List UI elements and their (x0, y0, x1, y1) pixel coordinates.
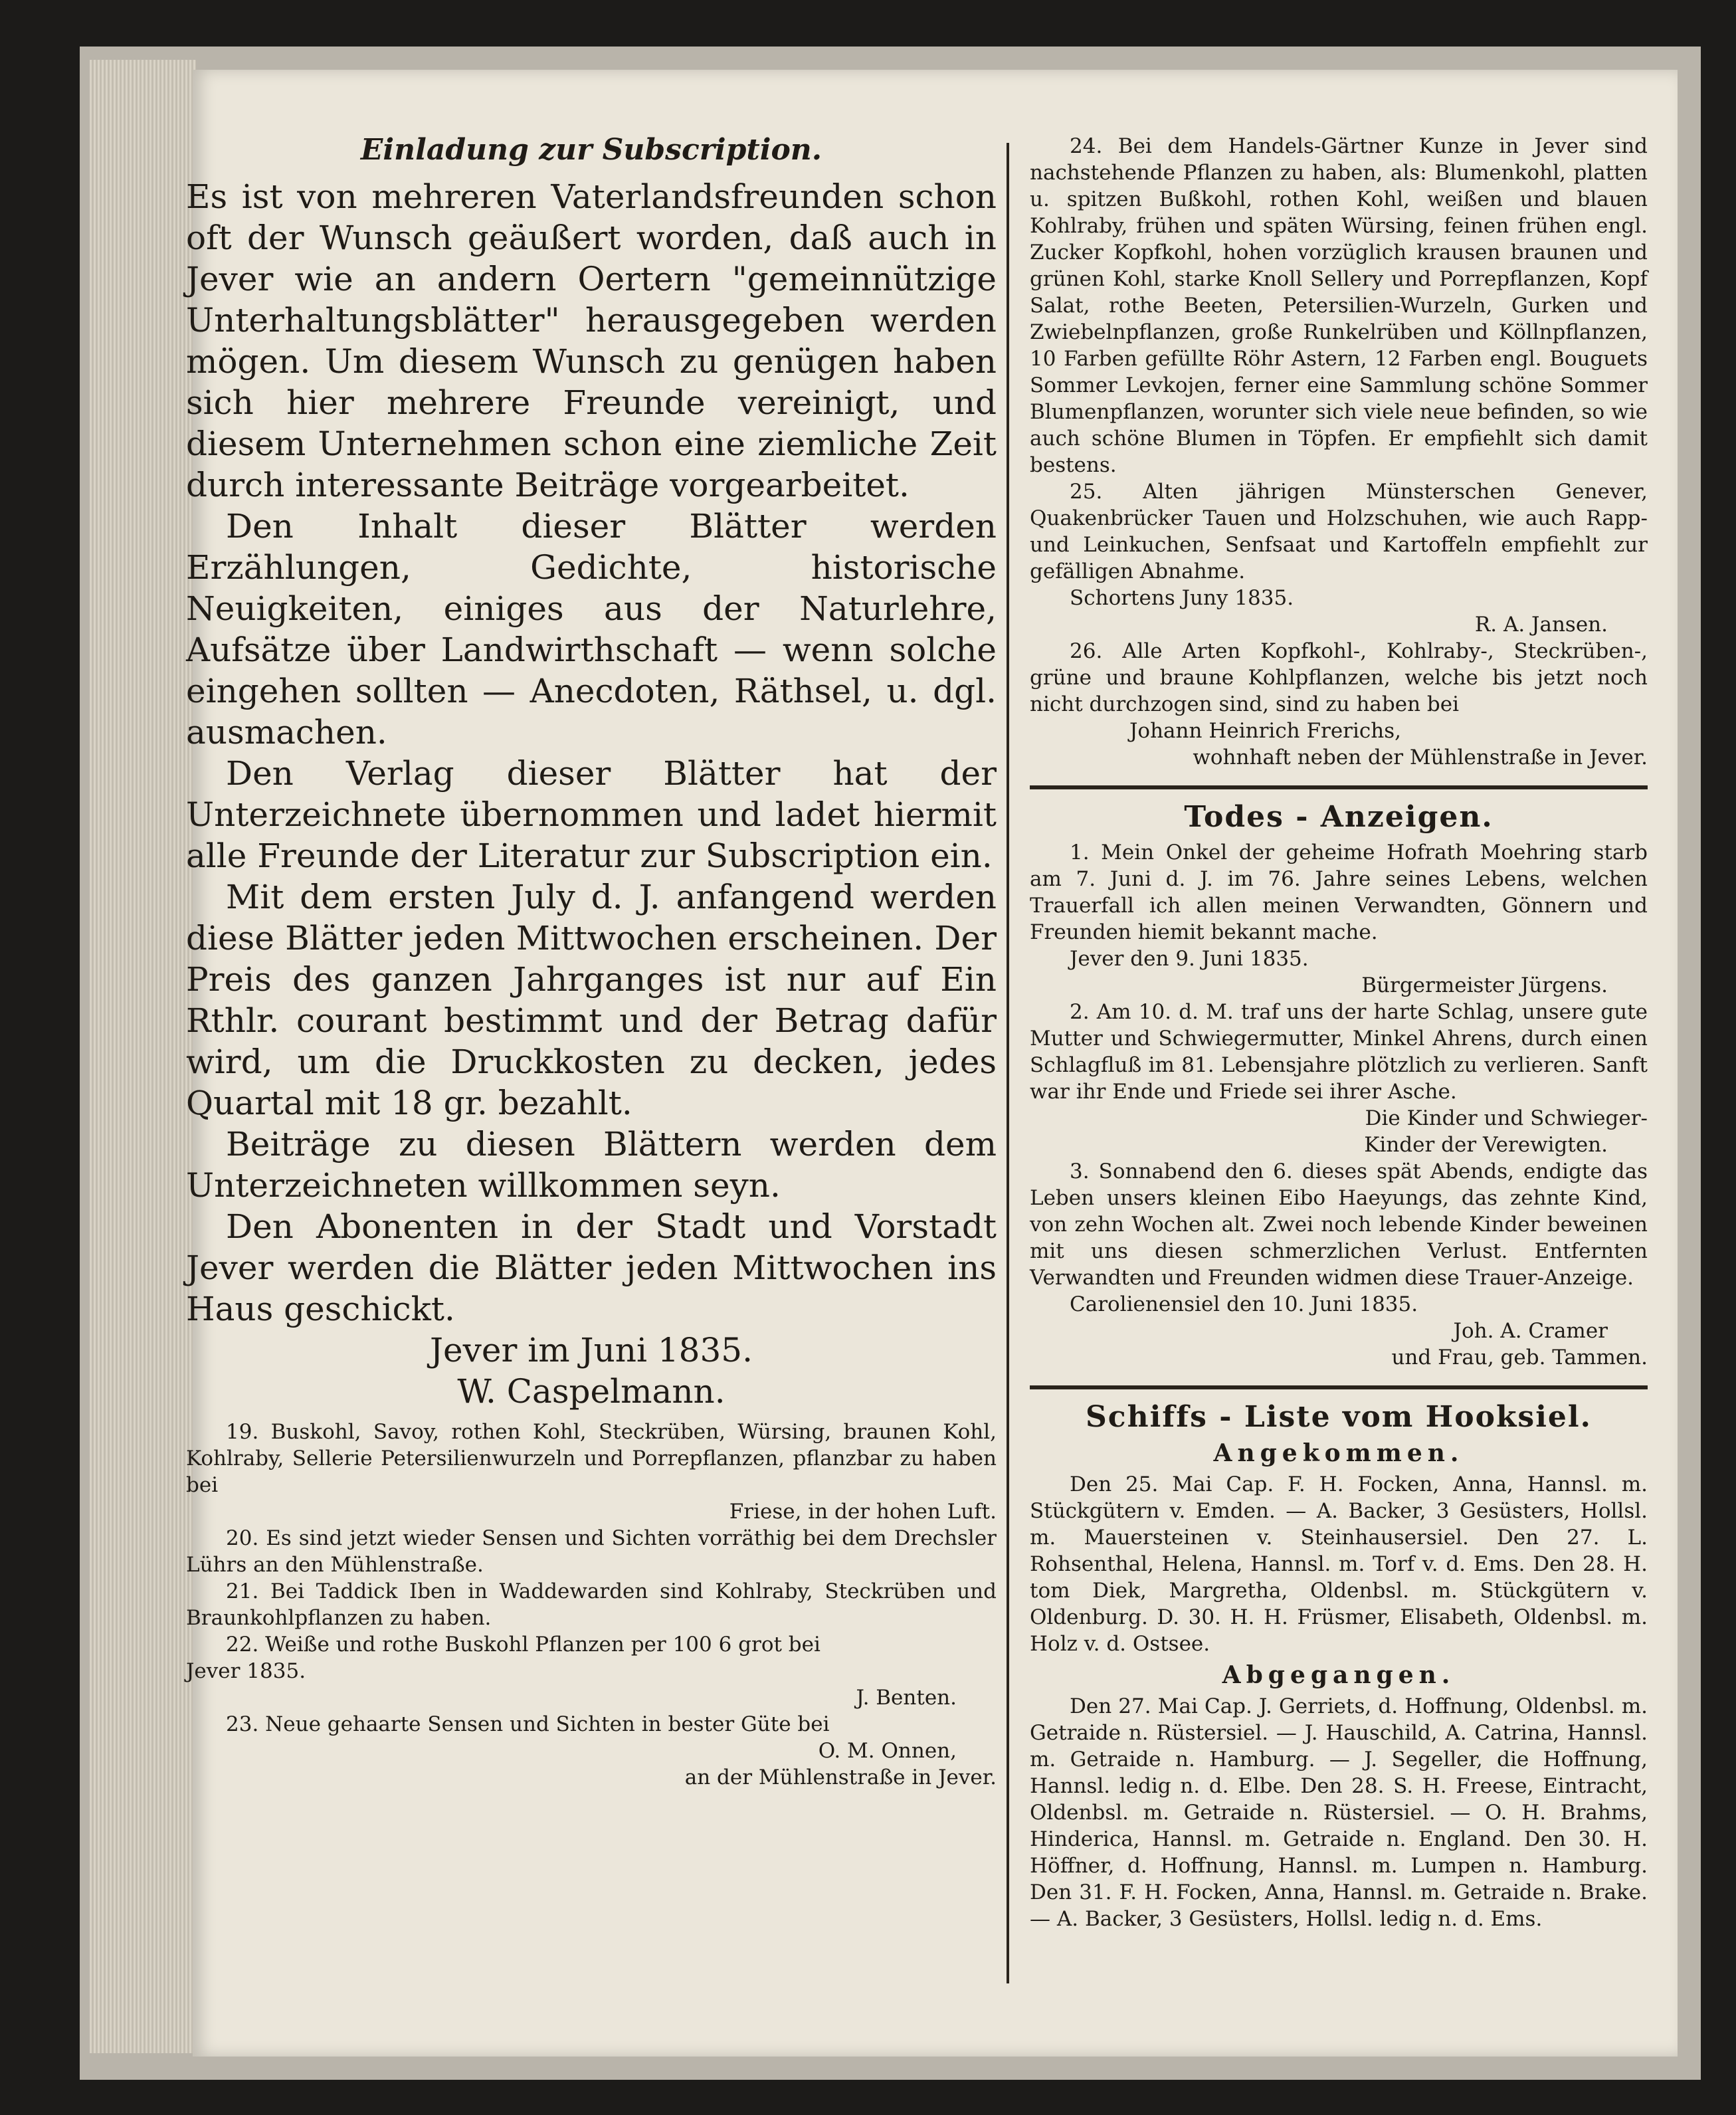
column-divider (1007, 143, 1009, 1983)
ad-24: 24. Bei dem Handels-Gärtner Kunze in Jever sind nachstehende Pflanzen zu haben, als: Blumenkohl, platten u. spitzen Bußkohl, rothen Kohl, weißen und blauen Kohlraby, frühen und späten Würsing, feinen frühen engl. Zucker Kopfkohl, hohen vorzüglich krausen braunen und grünen Kohl, starke Knoll Sellery und Porrepflanzen, Kopf Salat, rothe Beeten, Petersilien-Wurzeln, Gurken und Zwiebelnpflanzen, große Runkelrüben und Köllnpflanzen, 10 Farben gefüllte Röhr Astern, 12 Farben engl. Bouguets Sommer Levkojen, ferner eine Sammlung schöne Sommer Blumenpflanzen, worunter sich viele neue befinden, so wie auch schöne Blumen in Töpfen. Er empfiehlt sich damit bestens. (1030, 134, 1648, 477)
subscription-header: Einladung zur Subscription. (360, 133, 822, 167)
section-rule (1030, 1385, 1648, 1389)
ad-22-signature: J. Benten. (856, 1686, 957, 1710)
death-notice-3-date: Carolienensiel den 10. Juni 1835. (1070, 1292, 1418, 1316)
ad-25-date: Schortens Juny 1835. (1070, 586, 1294, 610)
death-notice-2-signature: Die Kinder und Schwieger- (1365, 1106, 1648, 1130)
ad-25: 25. Alten jährigen Münsterschen Genever, Quakenbrücker Tauen und Holzschuhen, wie auch Rapp- und Leinkuchen, Senfsaat und Kartoffeln empfiehlt zur gefälligen Abnahme. (1030, 480, 1648, 583)
ad-26-address: wohnhaft neben der Mühlenstraße in Jever. (1193, 746, 1648, 769)
death-notice-3-signature: Joh. A. Cramer (1453, 1319, 1608, 1343)
ad-20: 20. Es sind jetzt wieder Sensen und Sichten vorräthig bei dem Drechsler Lührs an den Mühlenstraße. (186, 1526, 997, 1577)
ad-23-signature: O. M. Onnen, (818, 1739, 957, 1763)
death-notice-2: 2. Am 10. d. M. traf uns der harte Schlag, unsere gute Mutter und Schwiegermutter, Minkel Ahrens, durch einen Schlagfluß im 81. Lebensjahre plötzlich zu verlieren. Sanft war ihr Ende und Friede sei ihrer Asche. (1030, 1000, 1648, 1104)
subscription-paragraph: Den Verlag dieser Blätter hat der Unterzeichnete übernommen und ladet hiermit alle Freunde der Literatur zur Subscription ein. (186, 754, 997, 875)
subscription-paragraph: Den Abonenten in der Stadt und Vorstadt Jever werden die Blätter jeden Mittwochen ins Haus geschickt. (186, 1207, 997, 1328)
arrived-list (1030, 1471, 1648, 1657)
departed-heading: Abgegangen. (1222, 1661, 1456, 1689)
subscription-paragraph: Es ist von mehreren Vaterlandsfreunden schon oft der Wunsch geäußert worden, daß auch in Jever wie an andern Oertern "gemeinnützige Unterhaltungsblätter" herausgegeben werden mögen. Um diesem Wunsch zu genügen haben sich hier mehrere Freunde vereinigt, und diesem Unternehmen schon eine ziemliche Zeit durch interessante Beiträge vorgearbeitet. (186, 177, 997, 504)
ad-22-date: Jever 1835. (186, 1659, 306, 1683)
ad-26: 26. Alle Arten Kopfkohl-, Kohlraby-, Steckrüben-, grüne und braune Kohlpflanzen, welche bis jetzt noch nicht durchzogen sind, sind zu haben bei (1030, 639, 1648, 716)
death-notices-title: Todes - Anzeigen. (1184, 800, 1494, 834)
place-date: Jever im Juni 1835. (429, 1331, 753, 1369)
death-notice-2-signature-2: Kinder der Verewigten. (1364, 1133, 1608, 1157)
ship-list-title: Schiffs - Liste vom Hooksiel. (1086, 1400, 1592, 1434)
ad-23: 23. Neue gehaarte Sensen und Sichten in bester Güte bei (226, 1712, 830, 1736)
right-ads (1030, 133, 1648, 771)
death-notice-1-date: Jever den 9. Juni 1835. (1070, 947, 1309, 971)
arrived-text: Den 25. Mai Cap. F. H. Focken, Anna, Hannsl. m. Stückgütern v. Emden. — A. Backer, 3 Gesüsters, Hollsl. m. Mauersteinen v. Steinhausersiel. Den 27. L. Rohsenthal, Helena, Hannsl. m. Torf v. d. Ems. Den 28. H. tom Diek, Margretha, Oldenbsl. m. Stückgütern v. Oldenburg. D. 30. H. H. Früsmer, Elisabeth, Oldenbsl. m. Holz v. d. Ostsee. (1030, 1472, 1648, 1656)
section-rule (1030, 785, 1648, 789)
ad-19-signature: Friese, in der hohen Luft. (729, 1500, 997, 1524)
right-column (1030, 133, 1648, 1932)
subscription-paragraph: Mit dem ersten July d. J. anfangend werden diese Blätter jeden Mittwochen erscheinen. Der Preis des ganzen Jahrganges ist nur auf Ein Rthlr. courant bestimmt und der Betrag dafür wird, um die Druckkosten zu decken, jedes Quartal mit 18 gr. bezahlt. (186, 878, 997, 1122)
subscription-paragraph: Beiträge zu diesen Blättern werden dem Unterzeichneten willkommen seyn. (186, 1125, 997, 1205)
death-notices (1030, 839, 1648, 1371)
ad-25-signature: R. A. Jansen. (1474, 613, 1608, 637)
subscription-notice (186, 176, 997, 1412)
subscription-paragraph: Den Inhalt dieser Blätter werden Erzählungen, Gedichte, historische Neuigkeiten, einiges aus der Naturlehre, Aufsätze über Landwirthschaft — wenn solche eingehen sollten — Anecdoten, Räthsel, u. dgl. ausmachen. (186, 507, 997, 752)
ad-26-signature: Johann Heinrich Frerichs, (1129, 719, 1401, 743)
arrived-heading: Angekommen. (1213, 1439, 1464, 1467)
ad-21: 21. Bei Taddick Iben in Waddewarden sind Kohlraby, Steckrüben und Braunkohlpflanzen zu haben. (186, 1579, 997, 1630)
death-notice-1-signature: Bürgermeister Jürgens. (1361, 973, 1608, 997)
departed-list (1030, 1693, 1648, 1932)
ad-23-address: an der Mühlenstraße in Jever. (684, 1765, 997, 1789)
page-edges (90, 60, 196, 2053)
death-notice-1: 1. Mein Onkel der geheime Hofrath Moehring starb am 7. Juni d. J. im 76. Jahre seines Lebens, welchen Trauerfall ich allen meinen Verwandten, Gönnern und Freunden hiemit bekannt mache. (1030, 841, 1648, 944)
ad-22: 22. Weiße und rothe Buskohl Pflanzen per 100 6 grot bei (226, 1633, 820, 1657)
left-ads (186, 1419, 997, 1791)
departed-text: Den 27. Mai Cap. J. Gerriets, d. Hoffnung, Oldenbsl. m. Getraide n. Rüstersiel. — J. Hauschild, A. Catrina, Hannsl. m. Getraide n. Hamburg. — J. Segeller, die Hoffnung, Hannsl. ledig n. d. Elbe. Den 28. S. H. Freese, Eintracht, Oldenbsl. m. Getraide n. Rüstersiel. — O. H. Brahms, Hinderica, Hannsl. m. Getraide n. England. Den 30. H. Höffner, d. Hoffnung, Hannsl. m. Lumpen n. Hamburg. Den 31. F. H. Focken, Anna, Hannsl. m. Getraide n. Brake. — A. Backer, 3 Gesüsters, Hollsl. ledig n. d. Ems. (1030, 1694, 1648, 1931)
death-notice-3: 3. Sonnabend den 6. dieses spät Abends, endigte das Leben unsers kleinen Eibo Haeyungs, das zehnte Kind, von zehn Wochen alt. Zwei noch lebende Kinder beweinen mit uns diesen schmerzlichen Verlust. Entfernten Verwandten und Freunden widmen diese Trauer-Anzeige. (1030, 1159, 1648, 1290)
death-notice-3-signature-2: und Frau, geb. Tammen. (1391, 1346, 1648, 1369)
ad-19: 19. Buskohl, Savoy, rothen Kohl, Steckrüben, Würsing, braunen Kohl, Kohlraby, Sellerie Petersilienwurzeln und Porrepflanzen, pflanzbar zu haben bei (186, 1420, 997, 1497)
newspaper-page (186, 70, 1678, 2057)
publisher-signature: W. Caspelmann. (457, 1372, 725, 1411)
